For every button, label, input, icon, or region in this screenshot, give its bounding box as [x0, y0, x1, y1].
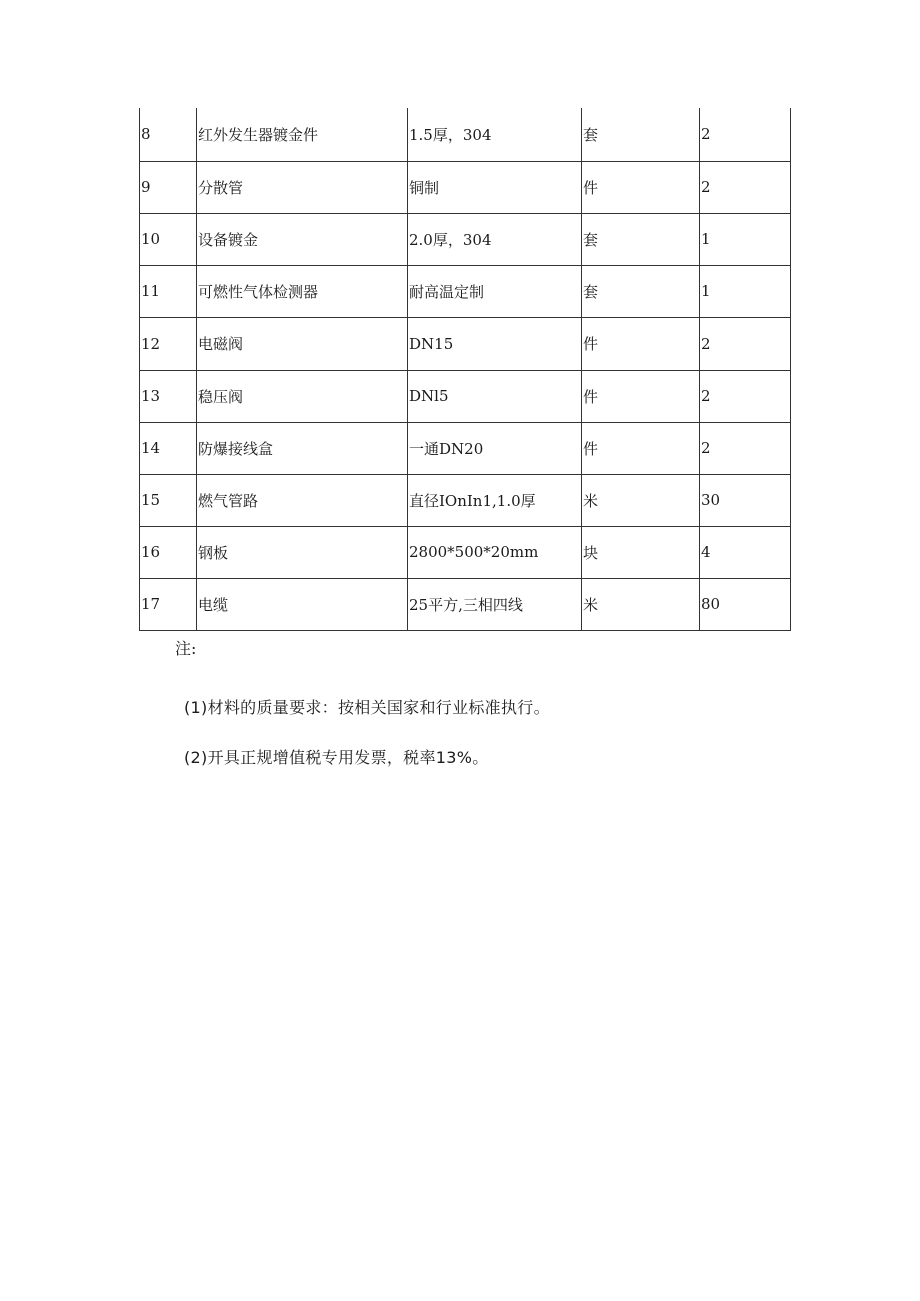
item-name: 设备镀金 — [197, 213, 408, 265]
item-spec: DN15 — [408, 317, 582, 370]
table-row — [140, 108, 791, 161]
table-row — [140, 265, 791, 317]
item-spec: 铜制 — [408, 161, 582, 213]
item-unit: 套 — [582, 213, 700, 265]
item-qty: 4 — [700, 526, 791, 578]
item-qty: 2 — [700, 108, 791, 161]
table-row — [140, 526, 791, 578]
notes-label: 注: — [175, 639, 197, 658]
item-unit: 件 — [582, 161, 700, 213]
table-row — [140, 161, 791, 213]
item-spec: 25平方,三相四线 — [408, 578, 582, 630]
row-number: 8 — [140, 108, 197, 161]
item-qty: 1 — [700, 213, 791, 265]
row-number: 12 — [140, 317, 197, 370]
item-spec: 耐高温定制 — [408, 265, 582, 317]
item-unit: 块 — [582, 526, 700, 578]
item-spec: 直径IOnIn1,1.0厚 — [408, 474, 582, 526]
item-unit: 件 — [582, 317, 700, 370]
row-number: 11 — [140, 265, 197, 317]
row-number: 17 — [140, 578, 197, 630]
note-item: (1)材料的质量要求：按相关国家和行业标准执行。 — [184, 698, 550, 717]
table-row — [140, 578, 791, 630]
item-name: 稳压阀 — [197, 370, 408, 422]
item-spec: 一通DN20 — [408, 422, 582, 474]
item-name: 分散管 — [197, 161, 408, 213]
row-number: 16 — [140, 526, 197, 578]
item-qty: 1 — [700, 265, 791, 317]
item-name: 可燃性气体检测器 — [197, 265, 408, 317]
item-unit: 套 — [582, 108, 700, 161]
item-name: 电磁阀 — [197, 317, 408, 370]
item-unit: 米 — [582, 578, 700, 630]
row-number: 13 — [140, 370, 197, 422]
item-qty: 2 — [700, 317, 791, 370]
item-name: 燃气管路 — [197, 474, 408, 526]
materials-table — [139, 108, 791, 631]
table-row — [140, 317, 791, 370]
item-unit: 米 — [582, 474, 700, 526]
item-qty: 30 — [700, 474, 791, 526]
row-number: 10 — [140, 213, 197, 265]
row-number: 15 — [140, 474, 197, 526]
item-spec: DNl5 — [408, 370, 582, 422]
item-name: 电缆 — [197, 578, 408, 630]
item-spec: 2.0厚，304 — [408, 213, 582, 265]
item-qty: 2 — [700, 422, 791, 474]
table-row — [140, 474, 791, 526]
item-name: 钢板 — [197, 526, 408, 578]
item-spec: 1.5厚，304 — [408, 108, 582, 161]
table-row — [140, 422, 791, 474]
row-number: 14 — [140, 422, 197, 474]
table-row — [140, 370, 791, 422]
item-spec: 2800*500*20mm — [408, 526, 582, 578]
note-item: (2)开具正规增值税专用发票，税率13%。 — [184, 748, 489, 767]
item-qty: 2 — [700, 370, 791, 422]
item-qty: 2 — [700, 161, 791, 213]
item-name: 红外发生器镀金件 — [197, 108, 408, 161]
item-unit: 件 — [582, 422, 700, 474]
table-row — [140, 213, 791, 265]
row-number: 9 — [140, 161, 197, 213]
item-name: 防爆接线盒 — [197, 422, 408, 474]
item-unit: 套 — [582, 265, 700, 317]
item-unit: 件 — [582, 370, 700, 422]
item-qty: 80 — [700, 578, 791, 630]
